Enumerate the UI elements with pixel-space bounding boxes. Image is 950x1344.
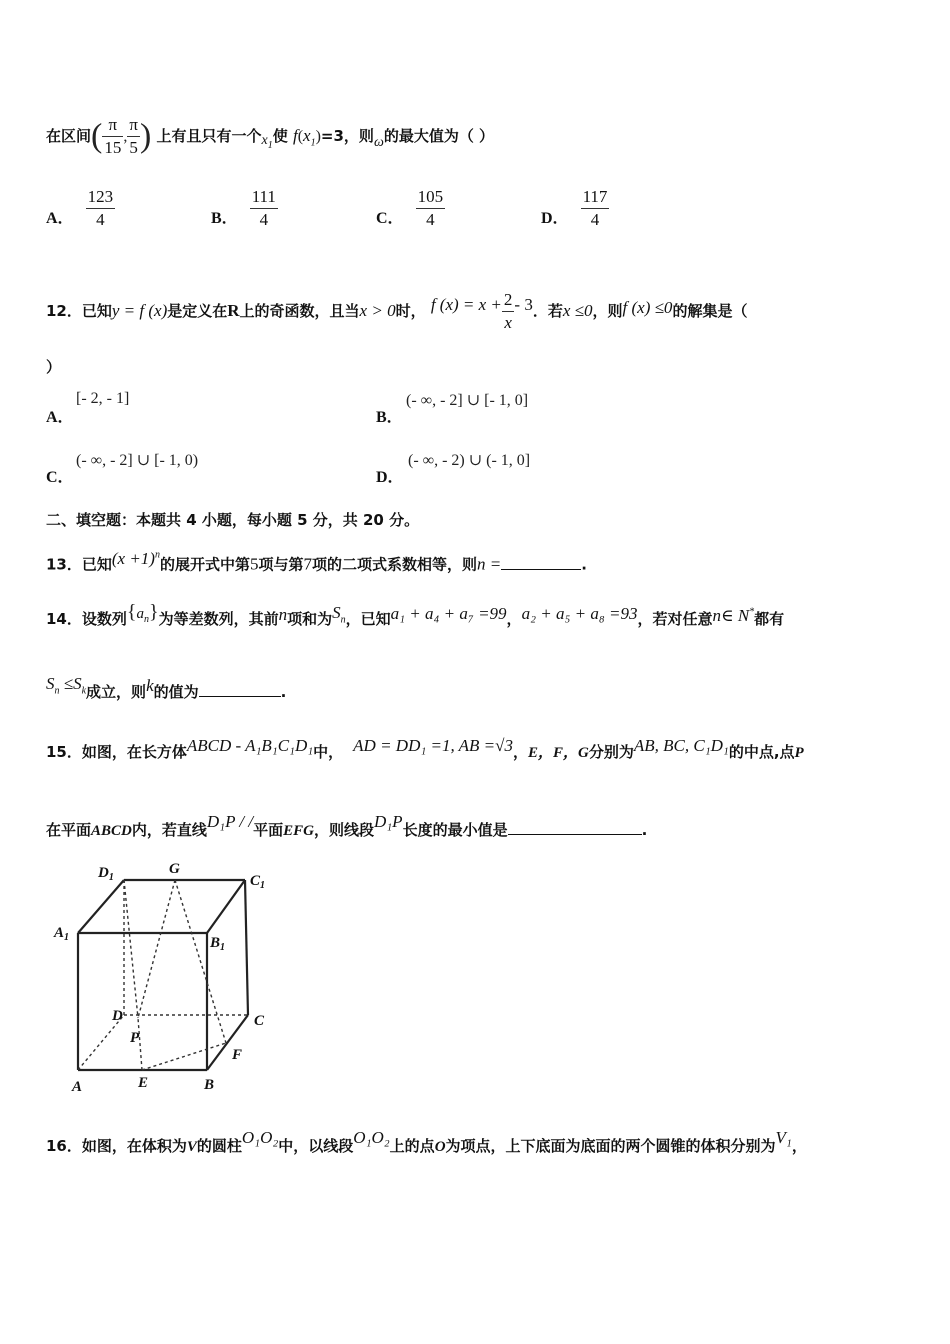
q15-stem: 15．如图，在长方体ABCD - A₁B₁C₁D₁中， AD = DD₁ =1, AB =√3，E，F，G分别为AB, BC, C₁D₁的中点,点P bbox=[46, 736, 804, 761]
q11-option-b[interactable]: B． $\frac{111}{4}$ bbox=[211, 187, 276, 229]
label-b: B bbox=[204, 1077, 215, 1093]
label-e: E bbox=[138, 1075, 149, 1091]
q12-option-d-value: (- ∞, - 2) ∪ (- 1, 0] bbox=[408, 452, 531, 469]
q13-stem: 13．已知$(x +1)^n$的展开式中第5项与第7项的二项式系数相等，则n = . bbox=[46, 548, 587, 574]
q16-stem: 16．如图，在体积为V的圆柱O₁O₂中，以线段O₁O₂上的点O为项点，上下底面为底面的两个圆锥的体积分别为V₁， bbox=[46, 1128, 807, 1155]
q14-answer-blank[interactable] bbox=[199, 680, 281, 697]
q12-option-d[interactable]: D． bbox=[376, 469, 404, 486]
label-p: P bbox=[130, 1030, 140, 1046]
q11-text-pre: 在区间 bbox=[46, 127, 92, 145]
q11-frac-b: $\frac{\pi}{5}$ bbox=[129, 115, 138, 157]
q13-answer-blank[interactable] bbox=[501, 553, 581, 570]
label-d1: $D_1$ bbox=[98, 865, 114, 883]
label-c: C bbox=[254, 1013, 265, 1029]
label-b1: $B_1$ bbox=[210, 935, 226, 953]
q15-answer-blank[interactable] bbox=[508, 818, 642, 835]
q12-close-paren: ） bbox=[46, 358, 62, 376]
label-a: A bbox=[72, 1079, 83, 1095]
label-a1: $A_1$ bbox=[54, 925, 70, 943]
section-heading: 二、填空题：本题共 4 小题，每小题 5 分，共 20 分。 bbox=[46, 511, 420, 529]
q12-option-c[interactable]: C． bbox=[46, 469, 74, 486]
q12-option-a-value: [- 2, - 1] bbox=[76, 390, 130, 407]
label-g: G bbox=[169, 861, 180, 877]
prism-figure bbox=[40, 855, 280, 1095]
q14-stem: 14．设数列$\{a_n\}$为等差数列，其前n项和为$S_n$，已知a₁ + a₄ + a₇ =99，a₂ + a₅ + a₈ =93，若对任意n∈ N*都有 bbox=[46, 601, 785, 628]
label-d: D bbox=[112, 1008, 123, 1024]
q11-option-a[interactable]: A． $\frac{123}{4}$ bbox=[46, 187, 114, 229]
q12-stem: 12．已知y = f (x)是定义在R上的奇函数，且当x > 0时， f (x) = x + $\frac{2}{x}$ - 3．若x ≤0，则f (x) ≤0的解集是（ bbox=[46, 290, 748, 332]
q11-stem: 在区间( $\frac{\pi}{15}$ , $\frac{\pi}{5}$ ) 上有且只有一个$x_1$使 $f(x_1)=3$，则ω的最大值为（ ） bbox=[46, 115, 495, 157]
q12-option-b[interactable]: B． bbox=[376, 409, 403, 426]
label-c1: $C_1$ bbox=[250, 873, 266, 891]
q12-option-b-value: (- ∞, - 2] ∪ [- 1, 0] bbox=[406, 392, 529, 409]
q11-frac-a: $\frac{\pi}{15}$ bbox=[104, 115, 122, 157]
q12-option-a[interactable]: A． bbox=[46, 409, 74, 426]
label-f: F bbox=[232, 1047, 243, 1063]
q15-line2: 在平面ABCD内，若直线D₁P / /平面EFG，则线段D₁P长度的最小值是 . bbox=[46, 812, 648, 839]
q11-option-d[interactable]: D． $\frac{117}{4}$ bbox=[541, 187, 608, 229]
q14-line2: $S_n \le S_k$成立，则k的值为 . bbox=[46, 674, 287, 701]
q11-option-c[interactable]: C． $\frac{105}{4}$ bbox=[376, 187, 444, 229]
q12-option-c-value: (- ∞, - 2] ∪ [- 1, 0) bbox=[76, 452, 199, 469]
